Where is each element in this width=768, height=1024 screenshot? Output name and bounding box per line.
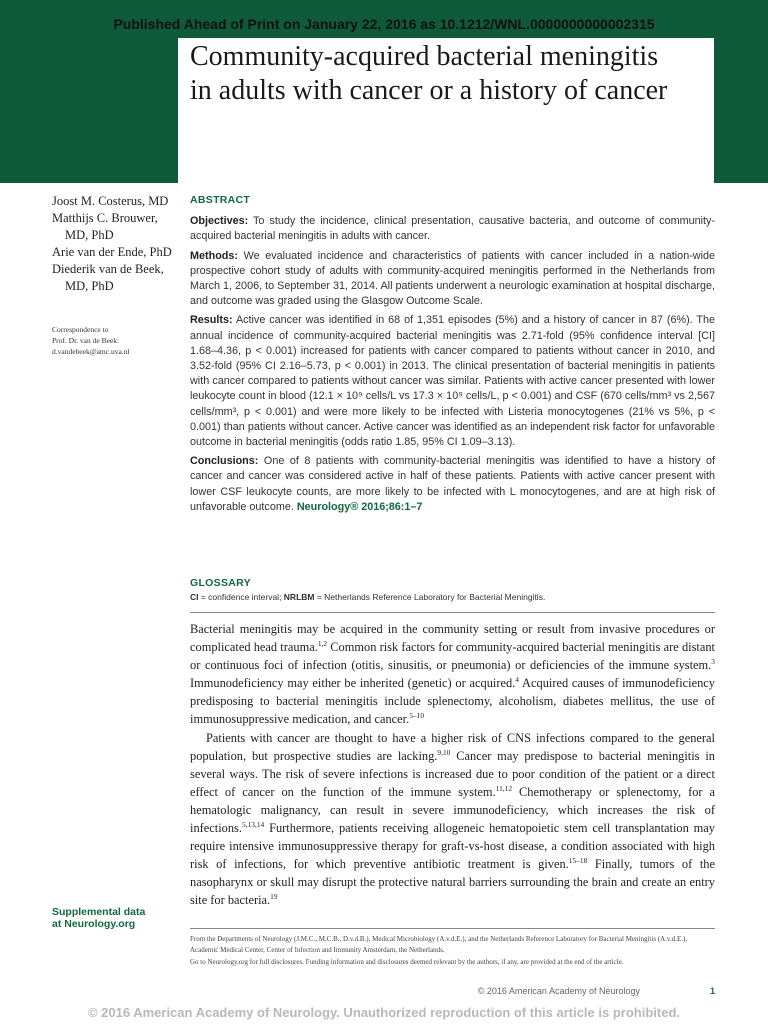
conclusions-label: Conclusions: bbox=[190, 455, 259, 468]
body-text: Finally, tumors of the nasopharynx or skull may disrupt the protective natural barriers surrounding the brain and create an entry site for bacteria. bbox=[190, 857, 715, 908]
reference[interactable]: 9,10 bbox=[437, 747, 451, 757]
disclosures: Go to Neurology.org for full disclosures. Funding information and disclosures deemed relevant by the authors, if any, are provided at the end of the article. bbox=[190, 958, 624, 966]
reference[interactable]: 11,12 bbox=[495, 783, 513, 793]
correspondence bbox=[52, 324, 182, 357]
divider bbox=[190, 612, 715, 613]
footnote-divider bbox=[190, 928, 715, 929]
body-text: Furthermore, patients receiving allogeneic hematopoietic stem cell transplantation may require intensive immunosuppressive therapy for graft-vs-host disease, a condition associated with high risk of infections, for which preventive antibiotic treatment is given. bbox=[190, 821, 715, 872]
footnote bbox=[190, 934, 715, 970]
glossary-abbr: NRLBM bbox=[283, 592, 315, 602]
objectives-label: Objectives: bbox=[190, 215, 249, 228]
author-line: Joost M. Costerus, MD bbox=[52, 194, 169, 208]
body-text: Bacterial meningitis may be acquired in the community setting or result from invasive procedures or complicated head trauma. bbox=[190, 622, 715, 655]
glossary-def: = Netherlands Reference Laboratory for Bacterial Meningitis. bbox=[314, 592, 546, 602]
article-title bbox=[190, 40, 720, 108]
abstract-methods bbox=[190, 249, 715, 310]
body-text: Cancer may predispose to bacterial meningitis in several ways. The risk of severe infections is increased due to poor condition of the patient or a direct effect of cancer on the function of the immune system. bbox=[190, 748, 715, 799]
article-body bbox=[190, 620, 715, 910]
body-paragraph bbox=[190, 729, 715, 910]
supplemental-line-1: Supplemental data bbox=[52, 906, 146, 918]
body-text: Common risk factors for community-acquired bacterial meningitis are distant or continuous foci of infection (otitis, sinusitis, or pneumonia) or deficiencies of the immune system. bbox=[190, 640, 715, 673]
body-text: Immunodeficiency may either be inherited (genetic) or acquired. bbox=[190, 676, 516, 691]
abstract bbox=[190, 193, 715, 519]
author-list bbox=[52, 193, 182, 295]
glossary-entries bbox=[190, 591, 715, 603]
abstract-objectives bbox=[190, 214, 715, 244]
affiliations: From the Departments of Neurology (J.M.C., M.C.B., D.v.d.B.), Medical Microbiology (A.v.d.E.), and the Netherlands Reference Laboratory for Bacterial Meningitis (A.v.d.E.), Academic Medical Center, Center of Infection and Immunity Amsterdam, the Netherlands. bbox=[190, 935, 688, 954]
reference[interactable]: 4 bbox=[515, 675, 519, 685]
page-number: 1 bbox=[709, 986, 715, 996]
correspondence-label: Correspondence to bbox=[52, 325, 109, 334]
author-line: MD, PhD bbox=[65, 279, 114, 293]
body-paragraph bbox=[190, 620, 715, 729]
body-text: Chemotherapy or splenectomy, for a hematologic malignancy, can result in severe immunodeficiency, which increases the risk of infections. bbox=[190, 784, 715, 836]
glossary bbox=[190, 577, 715, 603]
abstract-heading: ABSTRACT bbox=[190, 194, 251, 206]
author-line: Arie van der Ende, PhD bbox=[52, 245, 172, 259]
reference[interactable]: 15–18 bbox=[568, 856, 588, 866]
glossary-def: = confidence interval; bbox=[198, 592, 284, 602]
body-text: Acquired causes of immunodeficiency predisposing to bacterial meningitis include splenectomy, alcoholism, diabetes mellitus, the use of immunosuppressive medication, and cancer. bbox=[190, 676, 715, 727]
glossary-heading: GLOSSARY bbox=[190, 577, 251, 589]
reference[interactable]: 5,13,14 bbox=[241, 819, 265, 829]
reference[interactable]: 19 bbox=[270, 892, 278, 902]
abstract-conclusions bbox=[190, 454, 715, 515]
author-line: Matthijs C. Brouwer, bbox=[52, 211, 158, 225]
reference[interactable]: 5–10 bbox=[409, 711, 425, 721]
glossary-abbr: CI bbox=[190, 592, 199, 602]
publication-banner: Published Ahead of Print on January 22, 2016 as 10.1212/WNL.0000000000002315 bbox=[113, 16, 655, 32]
results-label: Results: bbox=[190, 314, 233, 327]
supplemental-data-link[interactable] bbox=[52, 906, 182, 930]
correspondence-name: Prof. Dr. van de Beek: bbox=[52, 336, 120, 345]
objectives-text: To study the incidence, clinical presentation, causative bacteria, and outcome of community-acquired bacterial meningitis in adults with cancer. bbox=[190, 215, 715, 243]
copyright-watermark: © 2016 American Academy of Neurology. Unauthorized reproduction of this article is prohibited. bbox=[87, 1005, 681, 1020]
body-text: Patients with cancer are thought to have a higher risk of CNS infections compared to the general population, but prospective studies are lacking. bbox=[190, 730, 715, 763]
author-line: MD, PhD bbox=[65, 228, 114, 242]
results-text: Active cancer was identified in 68 of 1,351 episodes (5%) and a history of cancer in 87 (6%). The annual incidence of community-acquired bacterial meningitis was 2.71-fold (95% confidence interval [CI] 1.68–4.36, p < 0.001) increased for patients with cancer compared to patients without cancer in 2010, and 3.52-fold (95% CI 2.16–5.73, p < 0.001) in 2013. The clinical presentation of bacterial meningitis in patients with cancer compared to patients without cancer was similar. Patients with active cancer presented with lower leukocyte count in blood (12.1 × 10⁹ cells/L vs 17.3 × 10⁹ cells/L, p < 0.001) and CSF (670 cells/mm³ vs 2,567 cells/mm³, p < 0.001) and were more likely to be infected with Listeria monocytogenes (21% vs 5%, p < 0.001) than patients without cancer. Active cancer was identified as an independent risk factor for unfavorable outcome in bacterial meningitis (odds ratio 1.85, 95% CI 1.09–3.13). bbox=[190, 314, 715, 449]
methods-text: We evaluated incidence and characteristics of patients with cancer included in a nation-wide prospective cohort study of adults with community-acquired meningitis performed in the Netherlands from March 1, 2006, to September 31, 2014. All patients underwent a neurologic examination at hospital discharge, and outcome was graded using the Glasgow Outcome Scale. bbox=[190, 249, 715, 308]
reference[interactable]: 1,2 bbox=[317, 638, 328, 648]
reference[interactable]: 3 bbox=[711, 657, 715, 667]
supplemental-line-2: at Neurology.org bbox=[52, 918, 136, 930]
abstract-results bbox=[190, 313, 715, 450]
methods-label: Methods: bbox=[190, 249, 238, 262]
conclusions-text: One of 8 patients with community-bacterial meningitis was identified to have a history of cancer and cancer was considered active in half of these patients. Patients with active cancer present with lower CSF leukocyte counts, are more likely to be infected with L monocytogenes, and are at high risk of unfavorable outcome. bbox=[190, 455, 715, 513]
correspondence-email[interactable]: d.vandebeek@amc.uva.nl bbox=[52, 347, 130, 356]
footer-copyright: © 2016 American Academy of Neurology bbox=[477, 986, 640, 996]
title-line-1: Community-acquired bacterial meningitis bbox=[190, 41, 659, 72]
author-line: Diederik van de Beek, bbox=[52, 262, 164, 276]
title-line-2: in adults with cancer or a history of cancer bbox=[190, 75, 668, 106]
journal-citation[interactable]: Neurology® 2016;86:1–7 bbox=[296, 500, 423, 513]
